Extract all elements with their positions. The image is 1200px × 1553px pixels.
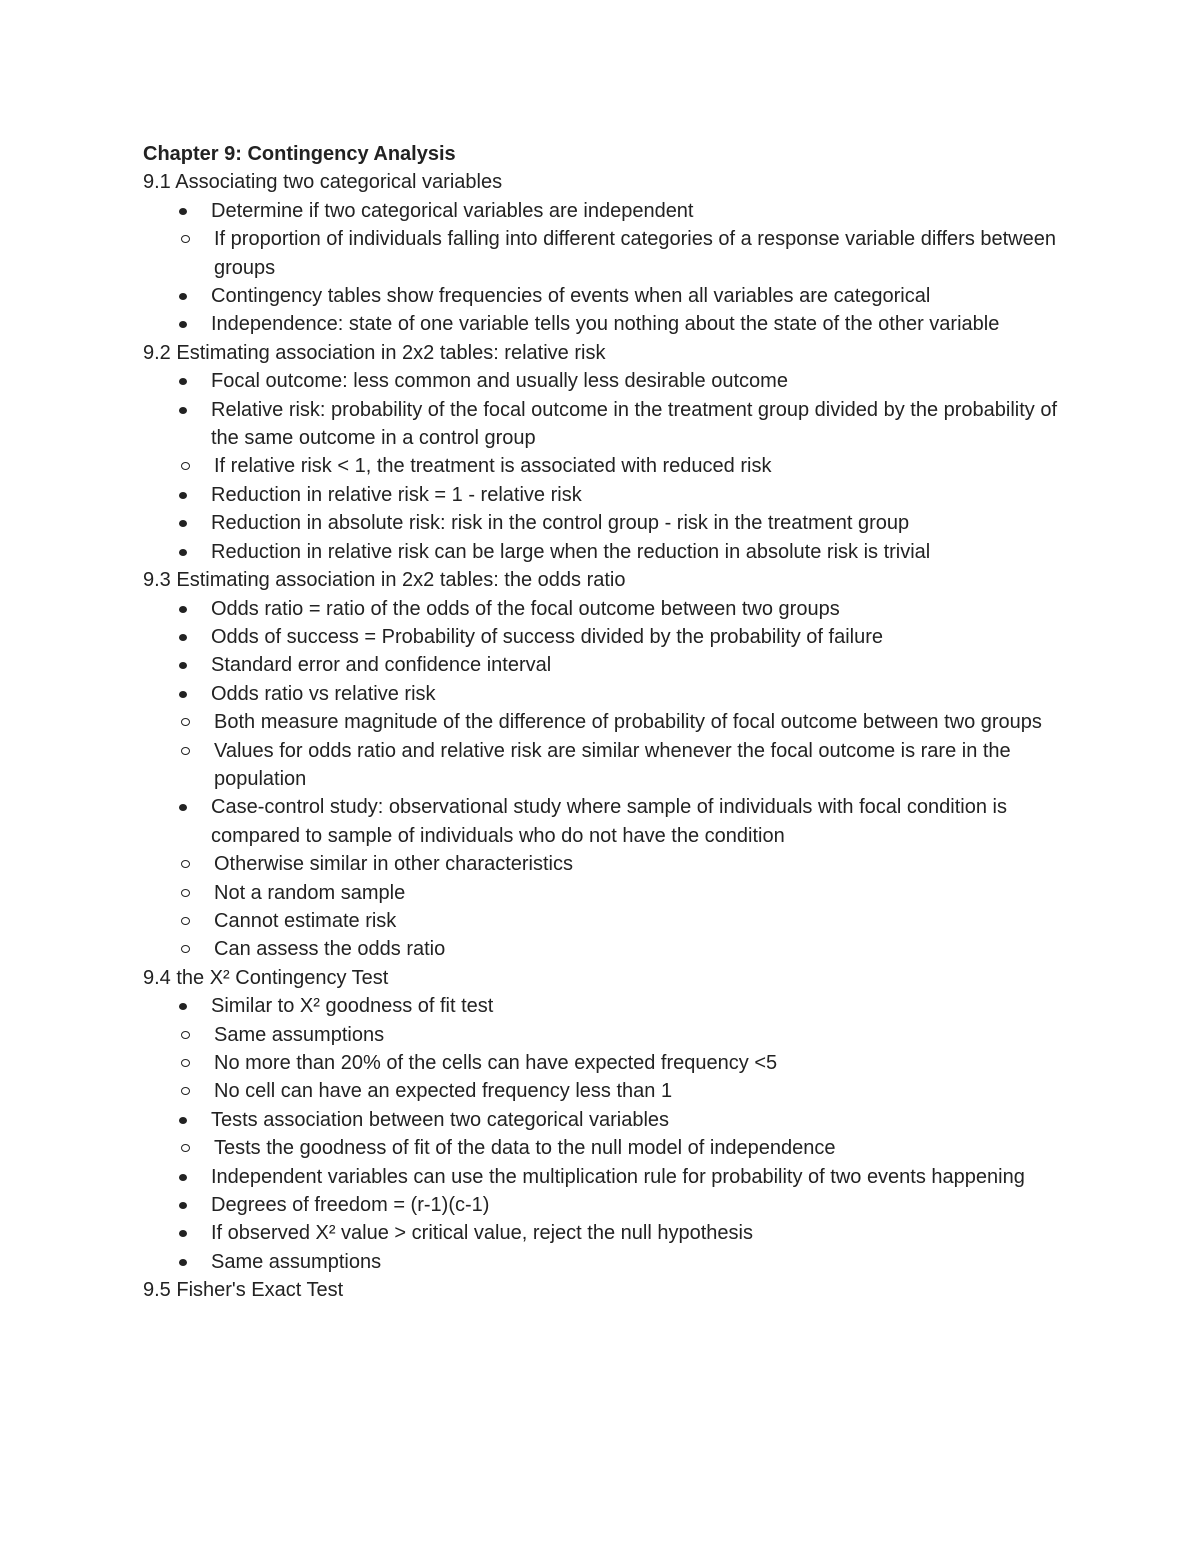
bullet-item [143,1219,1063,1247]
sub-bullet-list [143,1021,1063,1106]
sub-bullet-item [143,708,1063,736]
bullet-text: Contingency tables show frequencies of events when all variables are categorical [211,285,931,308]
sub-bullet-item [143,737,1063,794]
sub-bullet-text: No cell can have an expected frequency less than 1 [214,1080,673,1103]
bullet-item [143,367,1063,395]
bullet-item [143,1163,1063,1191]
hollow-bullet-icon [181,747,190,755]
filled-bullet-icon [179,492,187,499]
hollow-bullet-icon [181,1059,190,1067]
sub-bullet-item [143,935,1063,963]
bullet-text: Similar to X² goodness of fit test [211,995,494,1018]
hollow-bullet-icon [181,235,190,243]
bullet-item [143,680,1063,708]
bullet-text: Degrees of freedom = (r-1)(c-1) [211,1194,490,1217]
filled-bullet-icon [179,1003,187,1010]
hollow-bullet-icon [181,945,190,953]
bullet-text: Odds ratio vs relative risk [211,682,436,705]
sub-bullet-list [143,850,1063,964]
filled-bullet-icon [179,1174,187,1181]
bullet-item [143,538,1063,566]
sub-bullet-item [143,1049,1063,1077]
sub-bullet-list [143,452,1063,480]
filled-bullet-icon [179,1202,187,1209]
section-heading: 9.4 the X² Contingency Test [143,966,389,989]
bullet-list [143,197,1063,339]
bullet-item [143,1106,1063,1134]
bullet-item [143,1191,1063,1219]
bullet-text: Reduction in absolute risk: risk in the control group - risk in the treatment group [211,512,910,535]
document-page [143,140,1063,1305]
bullet-item [143,509,1063,537]
hollow-bullet-icon [181,860,190,868]
filled-bullet-icon [179,606,187,613]
sub-bullet-item [143,452,1063,480]
sub-bullet-text: If relative risk < 1, the treatment is associated with reduced risk [214,455,772,478]
bullet-item [143,595,1063,623]
hollow-bullet-icon [181,1031,190,1039]
bullet-item [143,310,1063,338]
bullet-text: Case-control study: observational study where sample of individuals with focal condition is compared to sample of individuals who do not have the condition [211,796,1007,847]
sub-bullet-list [143,1134,1063,1162]
sub-bullet-text: Otherwise similar in other characteristics [214,853,573,876]
filled-bullet-icon [179,208,187,215]
bullet-text: Reduction in relative risk = 1 - relative risk [211,483,582,506]
sub-bullet-text: If proportion of individuals falling into different categories of a response variable differs between groups [214,228,1056,279]
hollow-bullet-icon [181,1144,190,1152]
filled-bullet-icon [179,321,187,328]
hollow-bullet-icon [181,462,190,470]
bullet-text: Determine if two categorical variables are independent [211,199,694,222]
filled-bullet-icon [179,691,187,698]
bullet-item [143,793,1063,850]
filled-bullet-icon [179,549,187,556]
filled-bullet-icon [179,407,187,414]
bullet-list [143,595,1063,964]
bullet-item [143,623,1063,651]
bullet-item [143,282,1063,310]
sub-bullet-list [143,708,1063,793]
filled-bullet-icon [179,1259,187,1266]
bullet-text: Independent variables can use the multiplication rule for probability of two events happening [211,1165,1025,1188]
sub-bullet-list [143,225,1063,282]
sub-bullet-item [143,1021,1063,1049]
section-heading: 9.3 Estimating association in 2x2 tables: the odds ratio [143,569,626,592]
bullet-text: Same assumptions [211,1250,382,1273]
filled-bullet-icon [179,662,187,669]
filled-bullet-icon [179,520,187,527]
filled-bullet-icon [179,1230,187,1237]
bullet-item [143,396,1063,453]
bullet-item [143,651,1063,679]
bullet-item [143,992,1063,1020]
sub-bullet-text: Both measure magnitude of the difference of probability of focal outcome between two groups [214,711,1042,734]
sub-bullet-text: Values for odds ratio and relative risk are similar whenever the focal outcome is rare in the population [214,739,1011,790]
bullet-text: Relative risk: probability of the focal outcome in the treatment group divided by the probability of the same outcome in a control group [211,398,1058,450]
sub-bullet-item [143,907,1063,935]
filled-bullet-icon [179,293,187,300]
sub-bullet-text: Tests the goodness of fit of the data to the null model of independence [214,1137,836,1160]
sub-bullet-item [143,879,1063,907]
bullet-item [143,1248,1063,1276]
bullet-text: Tests association between two categorical variables [211,1108,670,1131]
bullet-text: Standard error and confidence interval [211,654,552,677]
section-heading: 9.5 Fisher's Exact Test [143,1279,344,1302]
bullet-text: Independence: state of one variable tells you nothing about the state of the other variable [211,313,1000,336]
sub-bullet-text: Not a random sample [214,881,406,904]
sub-bullet-text: Same assumptions [214,1023,385,1046]
filled-bullet-icon [179,634,187,641]
filled-bullet-icon [179,804,187,811]
sub-bullet-text: No more than 20% of the cells can have expected frequency <5 [214,1052,778,1074]
sub-bullet-text: Can assess the odds ratio [214,938,446,961]
section-heading: 9.1 Associating two categorical variables [143,171,503,194]
hollow-bullet-icon [181,718,190,726]
filled-bullet-icon [179,1117,187,1124]
sub-bullet-item [143,225,1063,282]
bullet-list [143,367,1063,566]
bullet-text: Odds of success = Probability of success divided by the probability of failure [211,625,884,648]
filled-bullet-icon [179,378,187,385]
chapter-title: Chapter 9: Contingency Analysis [143,143,456,165]
bullet-text: Odds ratio = ratio of the odds of the focal outcome between two groups [211,597,840,620]
bullet-item [143,197,1063,225]
document-content [143,168,1063,1304]
sub-bullet-text: Cannot estimate risk [214,909,397,932]
bullet-text: Focal outcome: less common and usually less desirable outcome [211,370,788,393]
bullet-text: Reduction in relative risk can be large when the reduction in absolute risk is trivial [211,540,931,563]
sub-bullet-item [143,850,1063,878]
hollow-bullet-icon [181,889,190,897]
bullet-item [143,481,1063,509]
hollow-bullet-icon [181,917,190,925]
hollow-bullet-icon [181,1087,190,1095]
sub-bullet-item [143,1134,1063,1162]
sub-bullet-item [143,1077,1063,1105]
bullet-list [143,992,1063,1276]
bullet-text: If observed X² value > critical value, reject the null hypothesis [211,1222,753,1245]
section-heading: 9.2 Estimating association in 2x2 tables: relative risk [143,341,606,364]
